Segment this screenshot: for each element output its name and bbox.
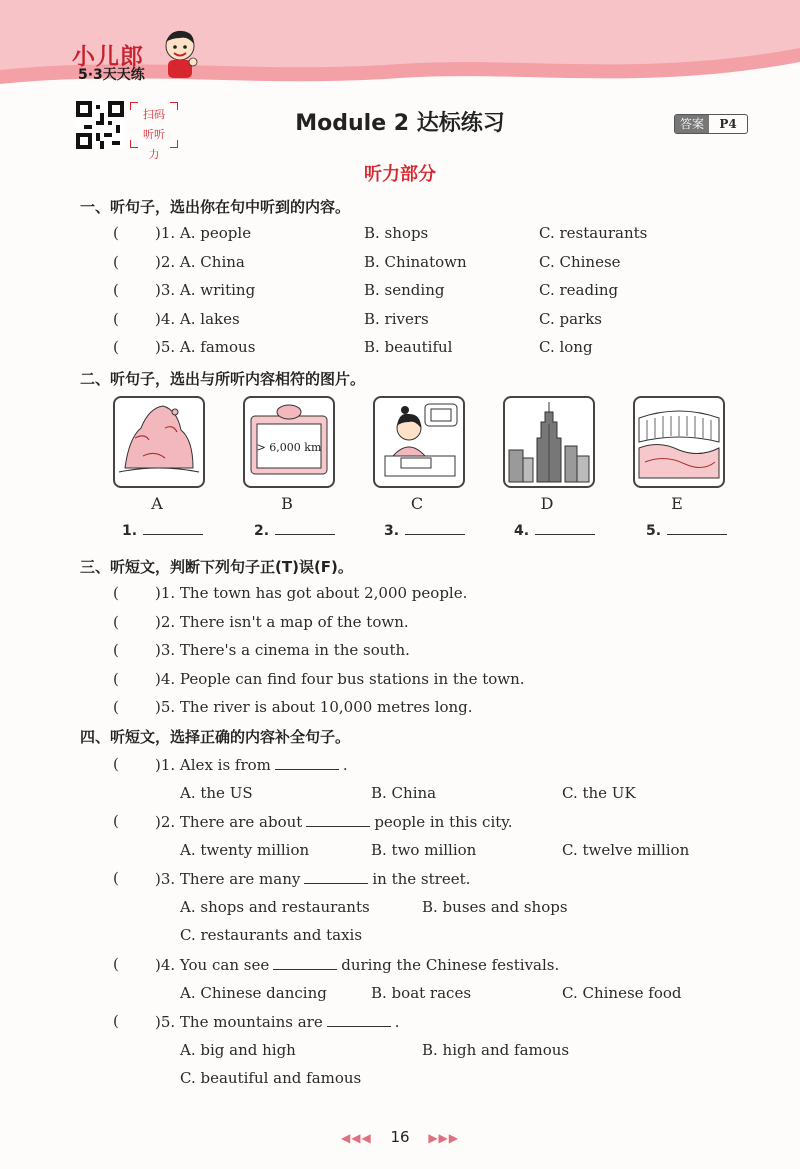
answer-bracket[interactable]: ( [113,309,119,328]
picture-label-a: A [151,494,163,513]
question-5-option-b: B. high and famous [422,1040,570,1059]
section-subtitle: 听力部分 [364,164,436,185]
question-1-option-c: C. restaurants [539,224,648,242]
blank-number: 4. [514,523,530,539]
answer-bracket[interactable]: ( [113,669,119,688]
question-1-option-a: A. the US [180,783,253,802]
question-5-option-c: C. beautiful and famous [180,1069,362,1087]
picture-label-d: D [540,494,554,513]
prev-arrows-icon: ◀◀◀ [340,1131,372,1145]
answer-blank-4[interactable] [514,522,595,539]
distance-text: > 6,000 km [256,441,322,454]
stem-text: )1. Alex is from [155,756,271,774]
question-5-option-b: B. beautiful [364,338,453,356]
picture-b [243,396,335,488]
answer-label: 答案 [675,115,709,133]
answer-bracket[interactable]: ( [113,338,119,356]
answer-blank-1[interactable] [122,522,203,539]
question-4-option-a: )4. A. lakes [155,309,240,328]
statement-4: )4. People can find four bus stations in the town. [155,669,525,688]
section4-heading: 四、听短文，选择正确的内容补全句子。 [80,728,351,746]
answer-bracket[interactable]: ( [113,281,119,299]
fill-blank[interactable] [304,869,368,884]
stem-text: )5. The mountains are [155,1013,323,1031]
mountain-icon [115,398,203,486]
question-3-stem [155,869,470,888]
answer-bracket[interactable]: ( [113,812,119,830]
picture-e [633,396,725,488]
answer-blank-2[interactable] [254,522,335,539]
picture-label-e: E [671,494,683,513]
stem-text-end: during the Chinese festivals. [341,956,560,974]
question-5-stem [155,1012,399,1031]
logo-subtitle: 5·3天天练 [78,67,145,83]
question-2-option-a: )2. A. China [155,252,245,271]
question-3-option-b: B. buses and shops [422,897,568,916]
blank-number: 3. [384,523,400,539]
mascot-boy-icon [160,28,200,80]
fill-blank[interactable] [275,755,339,770]
answer-blank-5[interactable] [646,522,727,539]
stem-text: )2. There are about [155,813,303,831]
section1-heading: 一、听句子，选出你在句中听到的内容。 [80,198,351,216]
blank-number: 1. [122,523,138,539]
question-4-option-c: C. Chinese food [562,983,682,1002]
fill-blank[interactable] [273,955,337,970]
stem-text-end: . [342,756,348,774]
question-3-option-a: )3. A. writing [155,281,256,299]
question-4-option-c: C. parks [539,309,602,328]
picture-label-b: B [281,494,293,513]
page-number: 16 [390,1128,410,1146]
answer-bracket[interactable]: ( [113,698,119,716]
question-2-option-a: A. twenty million [180,840,310,859]
fill-blank[interactable] [306,812,370,827]
stem-text-end: people in this city. [374,813,513,831]
page-footer [0,1128,800,1146]
picture-c [373,396,465,488]
stem-text: )4. You can see [155,956,270,974]
statement-2: )2. There isn't a map of the town. [155,612,409,631]
answer-bracket[interactable]: ( [113,641,119,659]
answer-bracket[interactable]: ( [113,1012,119,1030]
answer-bracket[interactable]: ( [113,869,119,887]
answer-bracket[interactable]: ( [113,224,119,242]
answer-bracket[interactable]: ( [113,955,119,973]
scan-text: 扫码听听力 [143,108,165,161]
blank-number: 2. [254,523,270,539]
waterfall-icon [635,398,723,486]
question-4-option-b: B. rivers [364,309,429,328]
question-4-stem [155,955,559,974]
question-1-stem [155,755,348,774]
picture-a [113,396,205,488]
statement-5: )5. The river is about 10,000 metres long. [155,698,473,716]
page-title: Module 2 达标练习 [295,111,505,136]
section3-heading: 三、听短文，判断下列句子正(T)误(F)。 [80,558,353,576]
question-2-stem [155,812,513,831]
answer-page: P4 [719,117,737,131]
question-4-option-b: B. boat races [371,983,472,1002]
answer-bracket[interactable]: ( [113,755,119,773]
question-5-option-a: )5. A. famous [155,338,256,356]
statement-3: )3. There's a cinema in the south. [155,641,410,659]
picture-label-c: C [410,494,424,513]
question-3-option-b: B. sending [364,281,445,299]
stem-text-end: in the street. [372,870,471,888]
answer-bracket[interactable]: ( [113,584,119,602]
question-5-option-a: A. big and high [180,1040,296,1059]
answer-page-badge[interactable] [674,114,748,134]
skyscraper-icon [505,398,593,486]
answer-blank-3[interactable] [384,522,465,539]
section2-heading: 二、听句子，选出与所听内容相符的图片。 [80,370,366,388]
statement-1: )1. The town has got about 2,000 people. [155,584,468,602]
answer-bracket[interactable]: ( [113,612,119,631]
question-2-option-b: B. two million [371,840,477,859]
question-1-option-b: B. shops [364,224,429,242]
question-2-option-c: C. Chinese [539,252,621,271]
question-1-option-a: )1. A. people [155,224,252,242]
logo-title: 小儿郎 [72,44,144,70]
stem-text-end: . [394,1013,400,1031]
question-5-option-c: C. long [539,338,593,356]
question-1-option-c: C. the UK [562,783,636,802]
next-arrows-icon: ▶▶▶ [428,1131,460,1145]
answer-bracket[interactable]: ( [113,252,119,271]
fill-blank[interactable] [327,1012,391,1027]
question-3-option-c: C. reading [539,281,619,299]
question-4-option-a: A. Chinese dancing [180,983,327,1002]
question-1-option-b: B. China [371,783,437,802]
girl-writing-letter-icon [375,398,463,486]
blank-number: 5. [646,523,662,539]
question-2-option-c: C. twelve million [562,840,690,859]
distance-sign-icon [245,398,333,486]
question-3-option-a: A. shops and restaurants [180,897,370,916]
question-2-option-b: B. Chinatown [364,252,467,271]
question-3-option-c: C. restaurants and taxis [180,926,363,944]
stem-text: )3. There are many [155,870,301,888]
picture-d [503,396,595,488]
